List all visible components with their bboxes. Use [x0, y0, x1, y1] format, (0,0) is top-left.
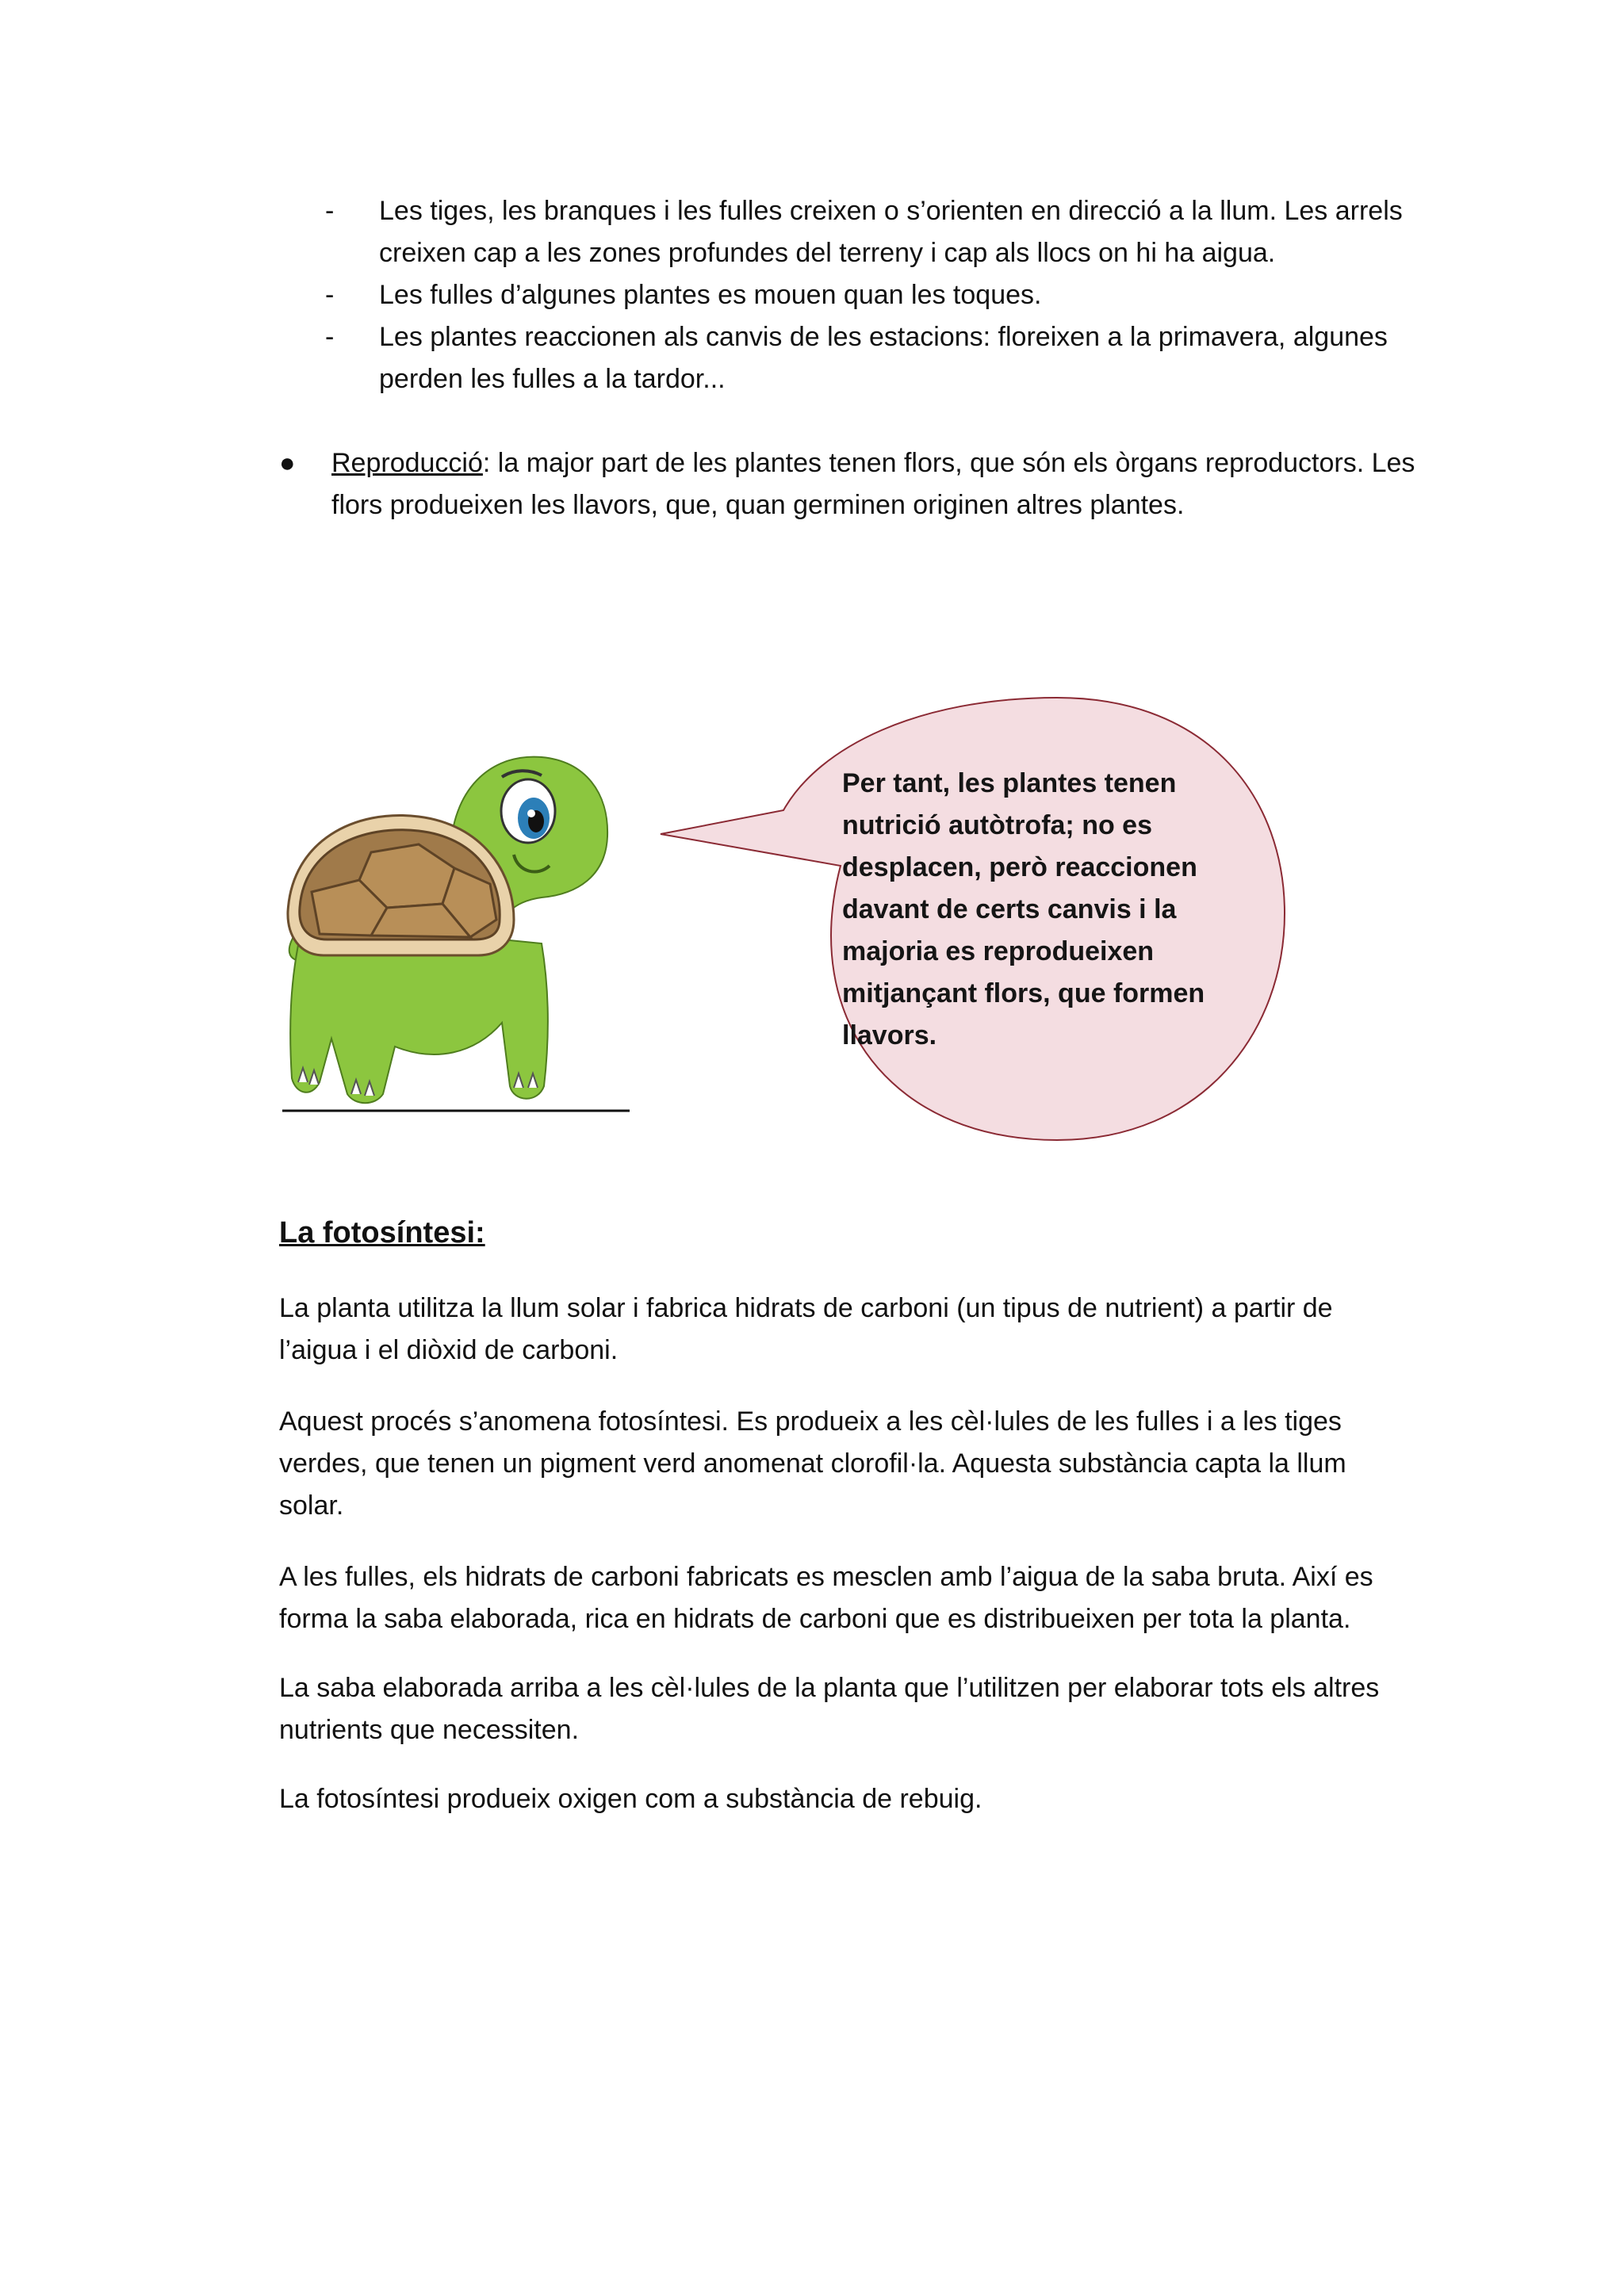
bullet-description: : la major part de les plantes tenen flors, que són els òrgans reproductors. Les flors produeixen les llavors, que, quan germinen originen altres plantes.: [331, 448, 1415, 520]
paragraph-5: La fotosíntesi produeix oxigen com a substància de rebuig.: [279, 1784, 982, 1814]
paragraph-4: La saba elaborada arriba a les cèl·lules de la planta que l’utilitzen per elaborar tots els altres nutrients que necessiten.: [279, 1673, 1380, 1745]
speech-bubble-text: Per tant, les plantes tenen nutrició autòtrofa; no es desplacen, però reaccionen davant de certs canvis i la majoria es reprodueixen mitjançant flors, que formen llavors.: [842, 768, 1205, 1050]
bullet-dot: ●: [279, 448, 296, 478]
paragraph-2: Aquest procés s’anomena fotosíntesi. Es produeix a les cèl·lules de les fulles i a les tiges verdes, que tenen un pigment verd anomenat clorofil·la. Aquesta substància capta la llum solar.: [279, 1406, 1346, 1521]
section-title: La fotosíntesi:: [279, 1216, 485, 1249]
dash-item: - Les fulles d’algunes plantes es mouen quan les toques.: [325, 274, 1419, 316]
turtle-icon: [288, 757, 607, 1104]
dash-item: - Les plantes reaccionen als canvis de les estacions: floreixen a la primavera, algunes perden les fulles a la tardor...: [325, 316, 1419, 400]
bullet-text: [331, 442, 1437, 526]
paragraph-1: La planta utilitza la llum solar i fabrica hidrats de carboni (un tipus de nutrient) a partir de l’aigua i el diòxid de carboni.: [279, 1293, 1333, 1365]
bullet-reproduccio: [279, 442, 1437, 526]
dash-item: - Les tiges, les branques i les fulles creixen o s’orienten en direcció a la llum. Les arrels creixen cap a les zones profundes del terreny i cap als llocs on hi ha aigua.: [325, 190, 1419, 274]
dash-list: [325, 190, 1419, 400]
bullet-term: Reproducció: [331, 448, 483, 478]
paragraph-3: A les fulles, els hidrats de carboni fabricats es mesclen amb l’aigua de la saba bruta. Així es forma la saba elaborada, rica en hidrats de carboni que es distribueixen per tota la planta.: [279, 1562, 1373, 1634]
